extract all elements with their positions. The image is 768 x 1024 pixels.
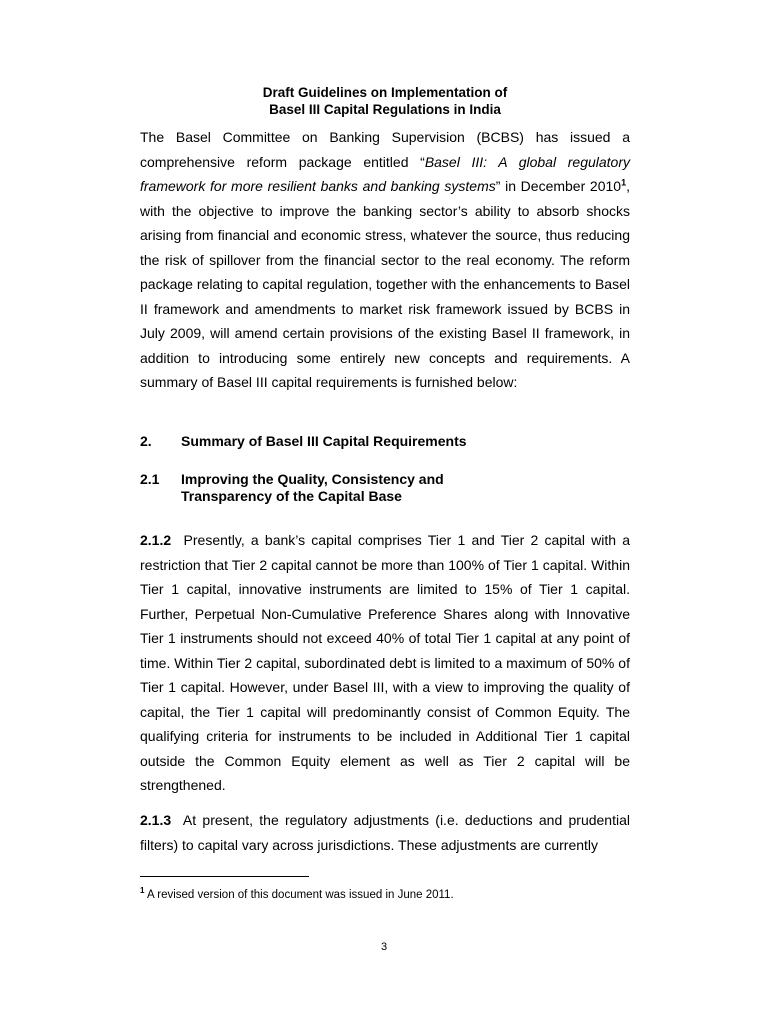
section-2-1-title-line-1: Improving the Quality, Consistency and bbox=[181, 471, 444, 487]
paragraph-2-1-2-text: Presently, a bank’s capital comprises Tier 1 and Tier 2 capital with a restriction that Tier 2 capital cannot be more than 100% of Tier 1 capital. Within Tier 1 capital, innovative instruments are limited to 15% of Tier 1 capital. Further, Perpetual Non-Cumulative Preference Shares along with Innovative Tier 1 instruments should not exceed 40% of total Tier 1 capital at any point of time. Within Tier 2 capital, subordinated debt is limited to a maximum of 50% of Tier 1 capital. However, under Basel III, with a view to improving the quality of capital, the Tier 1 capital will predominantly consist of Common Equity. The qualifying criteria for instruments to be included in Additional Tier 1 capital outside the Common Equity element as well as Tier 2 capital will be strengthened. bbox=[140, 532, 631, 793]
section-2-1-number: 2.1 bbox=[140, 471, 160, 487]
paragraph-2-1-3 bbox=[140, 808, 630, 857]
footnote-separator bbox=[140, 876, 309, 877]
title-line-1: Draft Guidelines on Implementation of bbox=[262, 85, 508, 100]
section-2-title: Summary of Basel III Capital Requirements bbox=[181, 433, 467, 449]
footnote-reference: 1 bbox=[621, 177, 627, 188]
section-2-heading bbox=[140, 433, 467, 450]
paragraph-2-1-3-text: At present, the regulatory adjustments (i.e. deductions and prudential filters) to capital vary across jurisdictions. These adjustments are currently bbox=[140, 812, 630, 853]
paragraph-2-1-2 bbox=[140, 528, 630, 798]
intro-text-part-3: , with the objective to improve the banking sector’s ability to absorb shocks arising from financial and economic stress, whatever the source, thus reducing the risk of spillover from the financial sector to the real economy. The reform package relating to capital regulation, together with the enhancements to Basel II framework and amendments to market risk framework issued by BCBS in July 2009, will amend certain provisions of the existing Basel II framework, in addition to introducing some entirely new concepts and requirements. A summary of Basel III capital requirements is furnished below: bbox=[140, 178, 630, 390]
footnote bbox=[140, 888, 454, 902]
section-2-1-title-line-2: Transparency of the Capital Base bbox=[181, 488, 402, 504]
document-title bbox=[140, 84, 630, 118]
report-title-italic: Basel III: A global regulatory framework for more resilient banks and banking systems bbox=[140, 153, 630, 194]
page-number: 3 bbox=[380, 941, 388, 953]
section-2-1-heading bbox=[140, 471, 444, 504]
paragraph-2-1-2-number: 2.1.2 bbox=[140, 532, 172, 548]
intro-text-part-1: The Basel Committee on Banking Supervision (BCBS) has issued a comprehensive reform package entitled “ bbox=[140, 129, 630, 170]
section-2-number: 2. bbox=[140, 433, 152, 449]
footnote-number: 1 bbox=[140, 886, 145, 896]
footnote-text: A revised version of this document was issued in June 2011. bbox=[147, 889, 454, 901]
title-line-2: Basel III Capital Regulations in India bbox=[269, 102, 501, 117]
intro-paragraph bbox=[140, 125, 630, 395]
intro-text-part-2: ” in December 2010 bbox=[495, 178, 622, 194]
paragraph-2-1-3-number: 2.1.3 bbox=[140, 812, 172, 828]
